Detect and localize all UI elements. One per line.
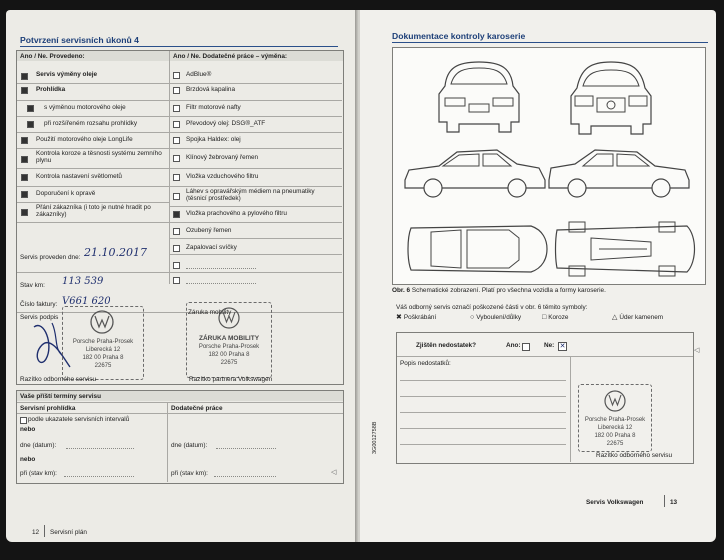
list-item: Láhev s opravářským médiem na pneumatiky (těsnicí prostředek) bbox=[186, 188, 315, 203]
side-code: 3G0012758B bbox=[372, 421, 378, 454]
list-item: Použití motorového oleje LongLife bbox=[36, 136, 133, 143]
footer-text: Servisní plán bbox=[50, 529, 87, 536]
list-item: Spojka Haldex: olej bbox=[186, 136, 241, 143]
description-line[interactable] bbox=[400, 444, 566, 445]
list-item: Doporučení k opravě bbox=[36, 190, 96, 197]
checkbox[interactable] bbox=[21, 156, 28, 163]
row-divider bbox=[170, 222, 342, 223]
car-diagram bbox=[392, 47, 706, 285]
description-line[interactable] bbox=[400, 380, 566, 381]
legend-intro: Váš odborný servis označí poškozené části v obr. 6 těmito symboly: bbox=[396, 304, 588, 311]
description-line[interactable] bbox=[400, 412, 566, 413]
yes-label: Ano: bbox=[506, 342, 521, 349]
row-divider bbox=[17, 402, 343, 403]
title-underline bbox=[20, 46, 338, 47]
row-divider bbox=[17, 132, 169, 133]
km-label-next-2: při (stav km): bbox=[171, 470, 208, 477]
date-label-2: dne (datum): bbox=[171, 442, 208, 449]
checkbox[interactable] bbox=[173, 193, 180, 200]
checkbox[interactable] bbox=[21, 174, 28, 181]
checkbox[interactable] bbox=[173, 155, 180, 162]
stamp-text: Porsche Praha-Prosek bbox=[198, 344, 260, 350]
row-divider bbox=[170, 116, 342, 117]
stamp-text: 182 00 Praha 8 bbox=[594, 433, 636, 439]
footer-text: Servis Volkswagen bbox=[586, 499, 644, 506]
legend-dent bbox=[470, 314, 521, 321]
list-item: Brzdová kapalina bbox=[186, 86, 236, 93]
checkbox[interactable] bbox=[173, 262, 180, 269]
list-item: Servis výměny oleje bbox=[36, 71, 98, 78]
row-divider bbox=[170, 254, 342, 255]
stamp-text: 182 00 Praha 8 bbox=[208, 352, 250, 358]
car-underside-view bbox=[551, 218, 701, 280]
triangle-icon: △ bbox=[612, 314, 618, 321]
service-stamp bbox=[62, 306, 144, 380]
warranty-stamp bbox=[186, 302, 272, 378]
checkbox[interactable] bbox=[21, 73, 28, 80]
list-item: s výměnou motorového oleje bbox=[44, 104, 126, 111]
checkbox[interactable] bbox=[21, 191, 28, 198]
defect-found-label: Zjištěn nedostatek? bbox=[416, 342, 477, 349]
stamp-text: ZÁRUKA MOBILITY bbox=[198, 335, 260, 342]
row-divider bbox=[17, 168, 169, 169]
footer-divider bbox=[664, 495, 665, 507]
page-number: 13 bbox=[670, 499, 678, 506]
checkbox[interactable] bbox=[173, 87, 180, 94]
description-line[interactable] bbox=[400, 396, 566, 397]
footer-divider bbox=[44, 525, 45, 537]
car-right-side-view bbox=[545, 144, 695, 204]
row-divider bbox=[397, 356, 693, 357]
checkbox[interactable] bbox=[173, 277, 180, 284]
legend-stone bbox=[612, 314, 663, 321]
stamp-label: Razítko odborného servisu bbox=[596, 452, 673, 459]
page-title: Dokumentace kontroly karoserie bbox=[392, 31, 526, 41]
service-stamp bbox=[578, 384, 652, 452]
row-divider bbox=[17, 222, 169, 223]
stamp-text: Porsche Praha-Prosek bbox=[584, 417, 646, 423]
checkbox[interactable] bbox=[173, 228, 180, 235]
stamp-text: Liberecká 12 bbox=[597, 425, 633, 431]
checkbox[interactable] bbox=[21, 87, 28, 94]
row-divider bbox=[17, 148, 169, 149]
interval-option: podle ukazatele servisních intervalů bbox=[28, 416, 130, 423]
title-underline bbox=[392, 42, 708, 43]
row-divider bbox=[170, 148, 342, 149]
list-item: Převodový olej: DSG®_ATF bbox=[186, 120, 266, 127]
row-divider bbox=[17, 83, 169, 84]
caption-text: Schematické zobrazení. Platí pro všechna vozidla a formy karoserie. bbox=[411, 287, 606, 294]
or-label-2: nebo bbox=[20, 456, 36, 463]
signature-label: Servis podpis bbox=[20, 314, 59, 321]
list-item: Prohlídka bbox=[36, 86, 66, 93]
list-item: Ozubený řemen bbox=[186, 227, 232, 234]
km-label-next: při (stav km): bbox=[20, 470, 57, 477]
legend-label: Úder kamenem bbox=[619, 314, 664, 321]
no-label: Ne: bbox=[544, 342, 555, 349]
km-label: Stav km: bbox=[20, 282, 45, 289]
left-page bbox=[6, 10, 358, 542]
square-icon: □ bbox=[542, 314, 547, 321]
list-item: Vložka vzduchového filtru bbox=[186, 173, 259, 180]
legend-label: Vyboulení/důlky bbox=[476, 314, 522, 321]
row-divider bbox=[170, 168, 342, 169]
checkbox[interactable] bbox=[21, 137, 28, 144]
checkbox[interactable] bbox=[173, 72, 180, 79]
checkbox[interactable] bbox=[27, 105, 34, 112]
row-divider bbox=[17, 202, 169, 203]
list-item: Kontrola koroze a těsnosti systému zemního plynu bbox=[36, 150, 162, 165]
checkbox[interactable] bbox=[173, 245, 180, 252]
description-line[interactable] bbox=[400, 428, 566, 429]
checkbox[interactable] bbox=[21, 209, 28, 216]
no-checkbox[interactable]: ✕ bbox=[559, 343, 566, 350]
next-col2-header: Dodatečné práce bbox=[171, 405, 223, 412]
checkbox[interactable] bbox=[27, 121, 34, 128]
list-item: Přání zákazníka (i toto je nutné hradit po zákazníky) bbox=[36, 204, 151, 219]
list-item: Kontrola nastavení světlometů bbox=[36, 173, 122, 180]
right-page bbox=[360, 10, 716, 542]
col1-header: Ano / Ne. Provedeno: bbox=[20, 53, 85, 60]
blank-line bbox=[186, 268, 256, 269]
page-title: Potvrzení servisních úkonů 4 bbox=[20, 35, 139, 45]
row-divider bbox=[170, 238, 342, 239]
row-divider bbox=[17, 100, 169, 101]
row-divider bbox=[170, 132, 342, 133]
row-divider bbox=[17, 186, 169, 187]
partner-stamp-label: Razítko partnera Volkswagen bbox=[189, 376, 273, 383]
vw-logo-icon bbox=[603, 389, 627, 413]
column-divider bbox=[167, 402, 168, 482]
list-item: Klínový žebrovaný řemen bbox=[186, 154, 259, 161]
checkbox[interactable] bbox=[173, 105, 180, 112]
yes-checkbox[interactable] bbox=[522, 343, 530, 351]
row-divider bbox=[170, 100, 342, 101]
checkbox[interactable] bbox=[173, 137, 180, 144]
next-service-title: Vaše příští termíny servisu bbox=[20, 393, 101, 400]
legend-label: Poškrábání bbox=[403, 314, 437, 321]
circle-icon: ○ bbox=[470, 314, 475, 321]
triangle-marker-icon: ◁ bbox=[331, 469, 337, 476]
car-rear-view bbox=[431, 58, 527, 140]
stamp-text: Liberecká 12 bbox=[85, 347, 121, 353]
service-stamp-label: Razítko odborného servisu bbox=[20, 376, 97, 383]
stamp-text: 22675 bbox=[606, 441, 624, 447]
service-date-label: Servis proveden dne: bbox=[20, 254, 81, 261]
service-date-value: 21.10.2017 bbox=[84, 246, 147, 259]
triangle-marker-icon: ◁ bbox=[694, 347, 700, 354]
date-field[interactable] bbox=[66, 448, 134, 449]
car-left-side-view bbox=[399, 144, 549, 204]
checkbox[interactable] bbox=[20, 417, 27, 424]
col2-header: Ano / Ne. Dodatečné práce – výměna: bbox=[173, 53, 288, 60]
legend-scratch bbox=[396, 314, 436, 321]
row-divider bbox=[17, 116, 169, 117]
row-divider bbox=[170, 186, 342, 187]
stamp-text: Porsche Praha-Prosek bbox=[72, 339, 134, 345]
or-label: nebo bbox=[20, 426, 36, 433]
checkbox[interactable] bbox=[173, 211, 180, 218]
row-divider bbox=[17, 272, 169, 273]
blank-line bbox=[186, 283, 256, 284]
warranty-label: Záruka mobility bbox=[188, 309, 232, 316]
row-divider bbox=[17, 413, 343, 414]
km-field-2[interactable] bbox=[214, 476, 276, 477]
km-value: 113 539 bbox=[62, 276, 104, 287]
car-front-view bbox=[563, 58, 659, 140]
date-field-2[interactable] bbox=[216, 448, 276, 449]
description-label: Popis nedostatků: bbox=[400, 360, 451, 367]
legend-corrosion bbox=[542, 314, 568, 321]
list-item: Vložka prachového a pylového filtru bbox=[186, 210, 287, 217]
invoice-value: V661 620 bbox=[62, 296, 111, 307]
row-divider bbox=[170, 272, 342, 273]
list-item: Zapalovací svíčky bbox=[186, 244, 237, 251]
cross-icon: ✖ bbox=[396, 314, 402, 321]
stamp-text: 182 00 Praha 8 bbox=[82, 355, 124, 361]
vw-logo-icon bbox=[89, 309, 115, 335]
checkbox[interactable] bbox=[173, 174, 180, 181]
column-divider bbox=[570, 356, 571, 462]
stamp-text: 22675 bbox=[94, 363, 112, 369]
figure-caption bbox=[392, 287, 606, 294]
list-item: AdBlue® bbox=[186, 71, 212, 78]
next-col1-header: Servisní prohlídka bbox=[20, 405, 76, 412]
checkbox[interactable] bbox=[173, 121, 180, 128]
list-item: Filtr motorové nafty bbox=[186, 104, 241, 111]
date-label: dne (datum): bbox=[20, 442, 57, 449]
invoice-label: Číslo faktury: bbox=[20, 301, 58, 308]
row-divider bbox=[170, 83, 342, 84]
vw-logo-icon bbox=[217, 306, 241, 330]
row-divider bbox=[170, 206, 342, 207]
page-number: 12 bbox=[32, 529, 40, 536]
km-field[interactable] bbox=[64, 476, 134, 477]
stamp-text: 22675 bbox=[220, 360, 238, 366]
caption-label: Obr. 6 bbox=[392, 287, 411, 294]
list-item: při rozšířeném rozsahu prohlídky bbox=[44, 120, 138, 127]
car-top-view bbox=[401, 218, 551, 280]
legend-label: Koroze bbox=[548, 314, 569, 321]
